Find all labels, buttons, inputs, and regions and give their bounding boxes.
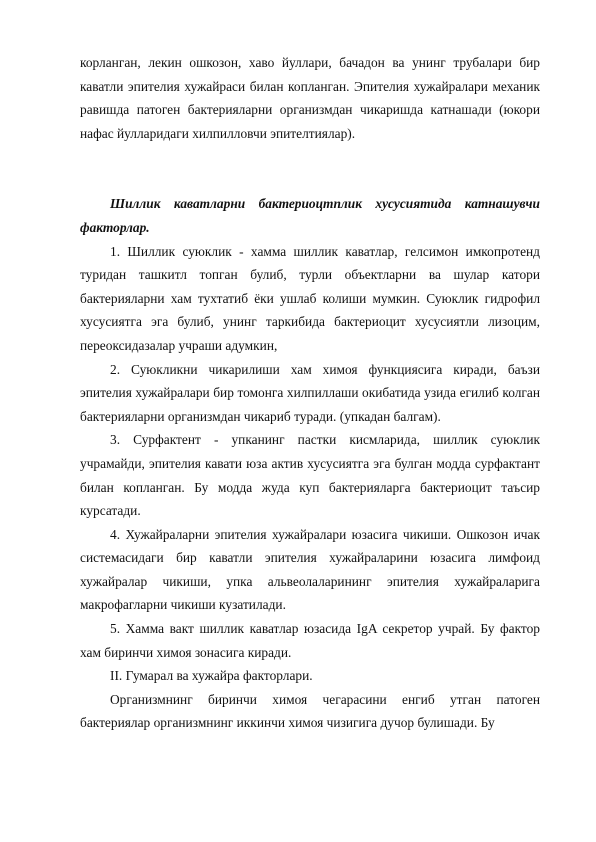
paragraph-surfactant: 3. Сурфактент - упканинг пастки кисмларида, шиллик суюклик учрамайди, эпителия кавати юза актив хусусиятга эга булган модда сурфактант билан копланган. Бу модда жуда куп бактерияларга бактериоцит таъсир курсатади. — [80, 432, 540, 519]
section-spacer — [80, 145, 540, 192]
paragraph-cell-migration: 4. Хужайраларни эпителия хужайралари юзасига чикиши. Ошкозон ичак системасидаги бир каватли эпителия хужайраларини юзасига лимфоид хужайралар чикиши, упка альвеолаларининг эпителия хужайраларига макрофагларни чикиши кузатилади. — [80, 526, 540, 613]
subsection-heading: II. Гумарал ва хужайра факторлари. — [110, 668, 313, 684]
section-heading: Шиллик каватларни бактериоцтплик хусусиятида катнашувчи факторлар. — [80, 196, 540, 235]
document-page — [80, 51, 540, 735]
paragraph-second-barrier: Организмнинг биринчи химоя чегарасини енгиб утган патоген бактериялар организмнинг иккинчи химоя чизигига дучор булишади. Бу — [80, 691, 540, 731]
paragraph-iga: 5. Хамма вакт шиллик каватлар юзасида IgA секретор учрай. Бу фактор хам биринчи химоя зонасига киради. — [80, 621, 540, 660]
paragraph-fluid-secretion: 2. Суюкликни чикарилиши хам химоя функциясига киради, баъзи эпителия хужайралари бир томонга хилпиллаши окибатида узида егилиб колган бактерияларни организмдан чикариб туради. (упкадан балгам). — [80, 361, 540, 424]
paragraph-mucus-fluid: 1. Шиллик суюклик - хамма шиллик каватлар, гелсимон имкопротенд туридан ташкитл топган булиб, турли объектларни ва шулар катори бактерияларни хам тухтатиб ёки ушлаб колиши мумкин. Суюклик гидрофил хусусиятга эга булиб, унинг таркибида бактериоцит хусусиятли лизоцим, переоксидазалар учраши адумкин, — [80, 243, 540, 353]
intro-paragraph: корланган, лекин ошкозон, хаво йуллари, бачадон ва унинг трубалари бир каватли эпителия хужайраси билан копланган. Эпителия хужайралари механик равишда патоген бактерияларни организмдан чикаришда катнашади (юкори нафас йулларидаги хилпилловчи эпителтиялар). — [80, 55, 540, 141]
